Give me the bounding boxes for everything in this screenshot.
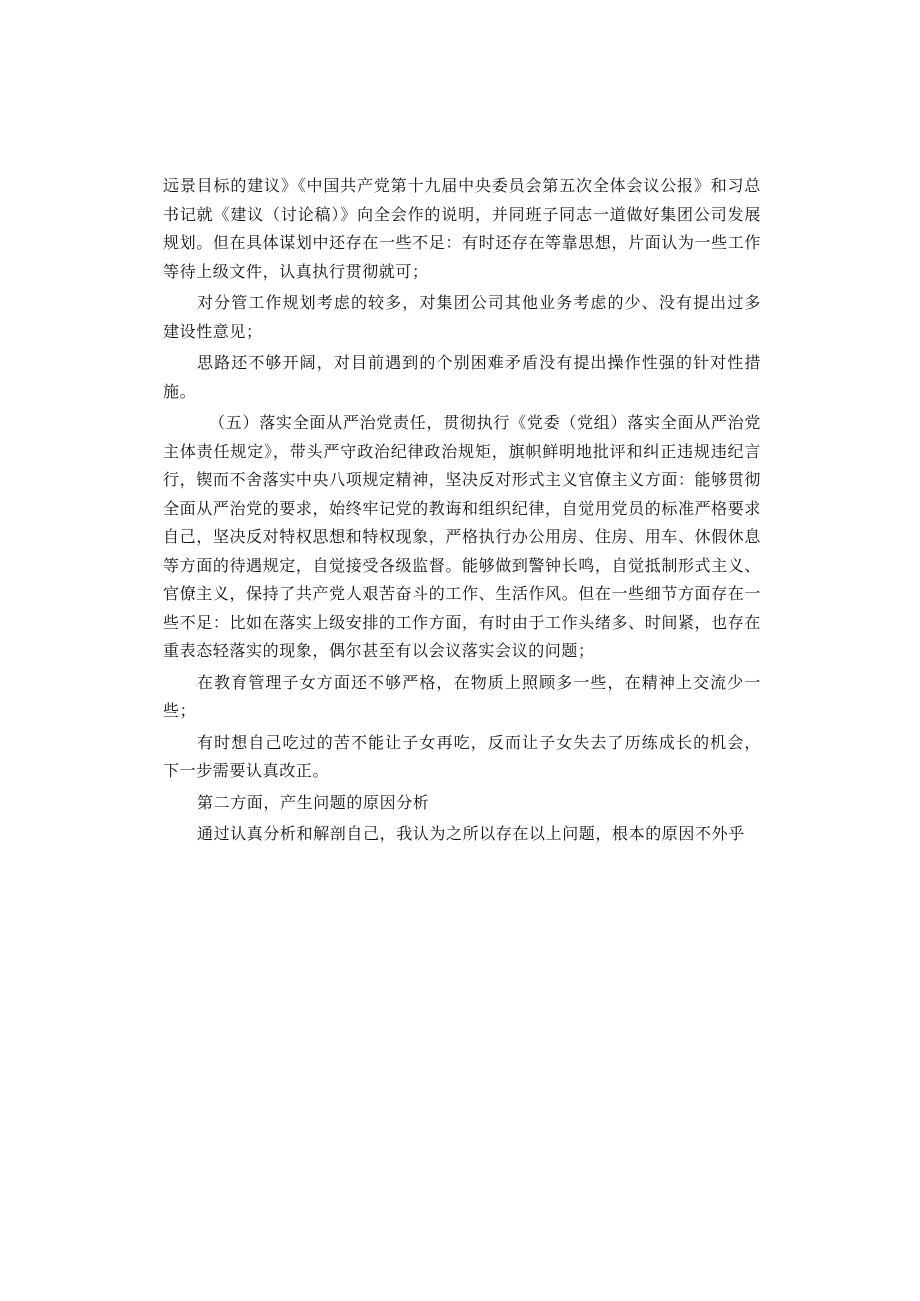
paragraph-continuation: 远景目标的建议》《中国共产党第十九届中央委员会第五次全体会议公报》和习总书记就《建议（讨论稿）》向全会作的说明，并同班子同志一道做好集团公司发展规划。但在具体谋划中还存在一些不足：有时还存在等靠思想，片面认为一些工作等待上级文件，认真执行贯彻就可； [163,176,761,281]
paragraph-cause-intro: 通过认真分析和解剖自己，我认为之所以存在以上问题，根本的原因不外乎 [197,824,745,843]
paragraph-children-education: 在教育管理子女方面还不够严格，在物质上照顾多一些，在精神上交流少一些； [163,672,761,720]
section-heading-cause-analysis: 第二方面，产生问题的原因分析 [197,792,430,812]
paragraph-correction: 有时想自己吃过的苦不能让子女再吃，反而让子女失去了历练成长的机会，下一步需要认真改正。 [163,732,761,780]
paragraph-thinking-gap: 思路还不够开阔，对目前遇到的个别困难矛盾没有提出操作性强的针对性措施。 [163,353,761,401]
document-body [163,172,761,849]
paragraph-section-five: （五）落实全面从严治党责任，贯彻执行《党委（党组）落实全面从严治党主体责任规定》，带头严守政治纪律政治规矩，旗帜鲜明地批评和纠正违规违纪言行，锲而不舍落实中央八项规定精神，坚决反对形式主义官僚主义方面：能够贯彻全面从严治党的要求，始终牢记党的教诲和组织纪律，自觉用党员的标准严格要求自己，坚决反对特权思想和特权现象，严格执行办公用房、住房、用车、休假休息等方面的待遇规定，自觉接受各级监督。能够做到警钟长鸣，自觉抵制形式主义、官僚主义，保持了共产党人艰苦奋斗的工作、生活作风。但在一些细节方面存在一些不足：比如在落实上级安排的工作方面，有时由于工作头绪多、时间紧，也存在重表态轻落实的现象，偶尔甚至有以会议落实会议的问题； [163,413,761,660]
paragraph-planning-gap: 对分管工作规划考虑的较多，对集团公司其他业务考虑的少、没有提出过多建设性意见； [163,293,761,341]
